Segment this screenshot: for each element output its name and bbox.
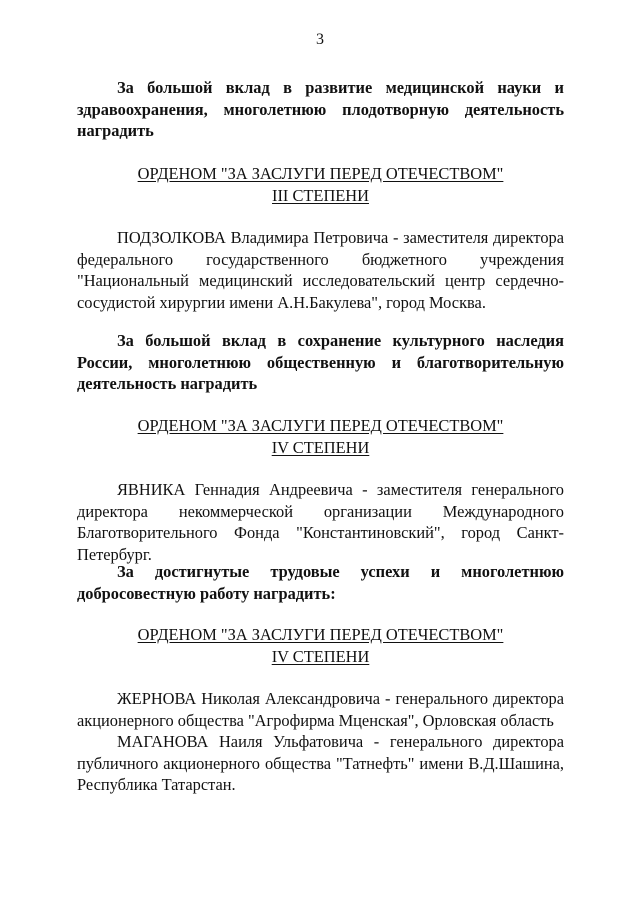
awardee-2: ЯВНИКА Геннадия Андреевича - заместителя генерального директора некоммерческой организации Международного Благотворительного Фонда "Константиновский", город Санкт-Петербург. (77, 480, 564, 564)
order-name-3: ОРДЕНОМ "ЗА ЗАСЛУГИ ПЕРЕД ОТЕЧЕСТВОМ" (137, 625, 504, 644)
order-name-2: ОРДЕНОМ "ЗА ЗАСЛУГИ ПЕРЕД ОТЕЧЕСТВОМ" (137, 416, 504, 435)
awardee-3: ЖЕРНОВА Николая Александровича - генерального директора акционерного общества "Агрофирма Мценская", Орловская область (77, 689, 564, 730)
award-reason-2: За большой вклад в сохранение культурного наследия России, многолетнюю общественную и благотворительную деятельность наградить (77, 331, 564, 393)
order-title-2 (77, 415, 564, 458)
order-degree-3: IV СТЕПЕНИ (271, 646, 370, 666)
page-number: 3 (316, 31, 324, 48)
order-degree-2: IV СТЕПЕНИ (271, 437, 370, 457)
award-reason-3: За достигнутые трудовые успехи и многолетнюю добросовестную работу наградить: (77, 562, 564, 603)
award-reason-1: За большой вклад в развитие медицинской науки и здравоохранения, многолетнюю плодотворную деятельность наградить (77, 78, 564, 140)
order-name-1: ОРДЕНОМ "ЗА ЗАСЛУГИ ПЕРЕД ОТЕЧЕСТВОМ" (137, 164, 504, 183)
order-degree-1: III СТЕПЕНИ (272, 185, 369, 205)
order-title-1 (77, 163, 564, 206)
awardee-1: ПОДЗОЛКОВА Владимира Петровича - заместителя директора федерального государственного бюджетного учреждения "Национальный медицинский исследовательский центр сердечно-сосудистой хирургии имени А.Н.Бакулева", город Москва. (77, 228, 564, 312)
order-title-3 (77, 624, 564, 667)
awardee-4: МАГАНОВА Наиля Ульфатовича - генерального директора публичного акционерного общества "Татнефть" имени В.Д.Шашина, Республика Татарстан. (77, 732, 564, 794)
